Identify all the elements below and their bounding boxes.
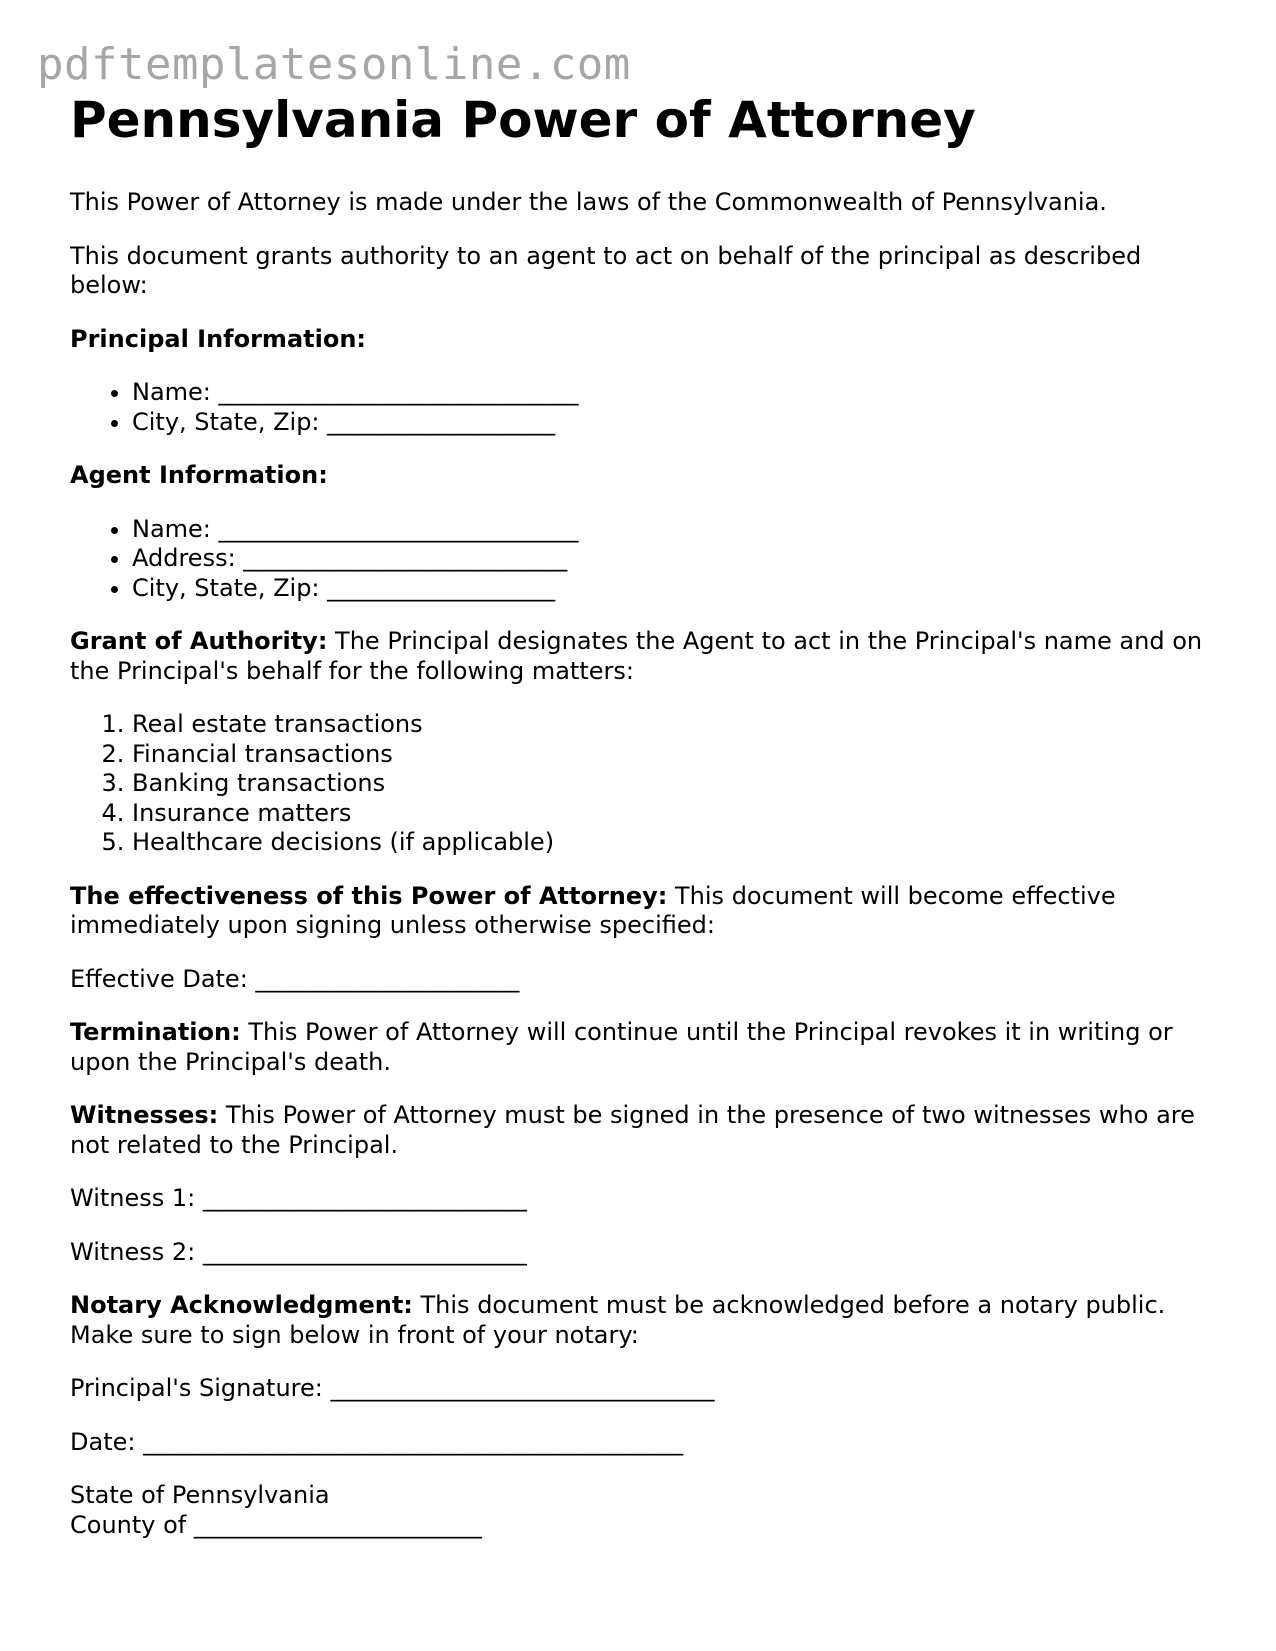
signature-date-field[interactable]: Date: _____________________________________________	[70, 1427, 684, 1456]
principal-field-list	[70, 378, 1220, 437]
principal-city-state-zip-field[interactable]: • City, State, Zip: ___________________	[132, 408, 1220, 438]
notary-text: This document must be acknowledged before a notary public. Make sure to sign below in front of your notary:	[70, 1291, 1166, 1349]
witnesses-paragraph	[70, 1101, 1220, 1160]
notary-paragraph	[70, 1291, 1220, 1350]
effectiveness-text: This document will become effective immediately upon signing unless otherwise specified:	[70, 881, 1116, 939]
grant-heading: Grant of Authority:	[70, 627, 328, 655]
notary-heading: Notary Acknowledgment:	[70, 1291, 413, 1319]
authority-item: 5. Healthcare decisions (if applicable)	[132, 828, 1220, 858]
effectiveness-paragraph	[70, 882, 1220, 941]
agent-field-list	[70, 515, 1220, 604]
agent-heading: Agent Information:	[70, 461, 328, 489]
authority-item: 1. Real estate transactions	[132, 710, 1220, 740]
termination-heading: Termination:	[70, 1018, 241, 1046]
witnesses-text: This Power of Attorney must be signed in the presence of two witnesses who are not related to the Principal.	[70, 1101, 1195, 1159]
agent-name-field[interactable]: • Name: ______________________________	[132, 515, 1220, 545]
document-title: Pennsylvania Power of Attorney	[70, 91, 976, 149]
termination-text: This Power of Attorney will continue until the Principal revokes it in writing or upon the Principal's death.	[70, 1018, 1173, 1076]
grant-text: The Principal designates the Agent to act in the Principal's name and on the Principal's behalf for the following matters:	[70, 627, 1203, 685]
intro-paragraph-2: This document grants authority to an agent to act on behalf of the principal as described below:	[70, 241, 1142, 299]
grant-of-authority-paragraph	[70, 627, 1220, 686]
county-field[interactable]: County of ________________________	[70, 1510, 482, 1539]
agent-city-state-zip-field[interactable]: • City, State, Zip: ___________________	[132, 574, 1220, 604]
authority-item: 4. Insurance matters	[132, 799, 1220, 829]
termination-paragraph	[70, 1018, 1220, 1077]
principal-heading: Principal Information:	[70, 324, 367, 353]
effectiveness-heading: The effectiveness of this Power of Attorney:	[70, 881, 668, 910]
effective-date-field[interactable]: Effective Date: ______________________	[70, 964, 520, 993]
witness-1-field[interactable]: Witness 1: ___________________________	[70, 1184, 527, 1212]
document-page	[70, 90, 1220, 1564]
watermark: pdftemplatesonline.com	[37, 39, 631, 90]
agent-address-field[interactable]: • Address: ___________________________	[132, 544, 1220, 574]
authority-matters-list	[70, 710, 1220, 858]
authority-item: 3. Banking transactions	[132, 769, 1220, 799]
witnesses-heading: Witnesses:	[70, 1101, 219, 1129]
intro-paragraph-1: This Power of Attorney is made under the laws of the Commonwealth of Pennsylvania.	[70, 188, 1107, 216]
state-line: State of Pennsylvania	[70, 1481, 330, 1509]
principal-name-field[interactable]: • Name: ______________________________	[132, 378, 1220, 408]
authority-item: 2. Financial transactions	[132, 740, 1220, 770]
witness-2-field[interactable]: Witness 2: ___________________________	[70, 1237, 527, 1266]
principal-signature-field[interactable]: Principal's Signature: ________________________________	[70, 1374, 715, 1402]
